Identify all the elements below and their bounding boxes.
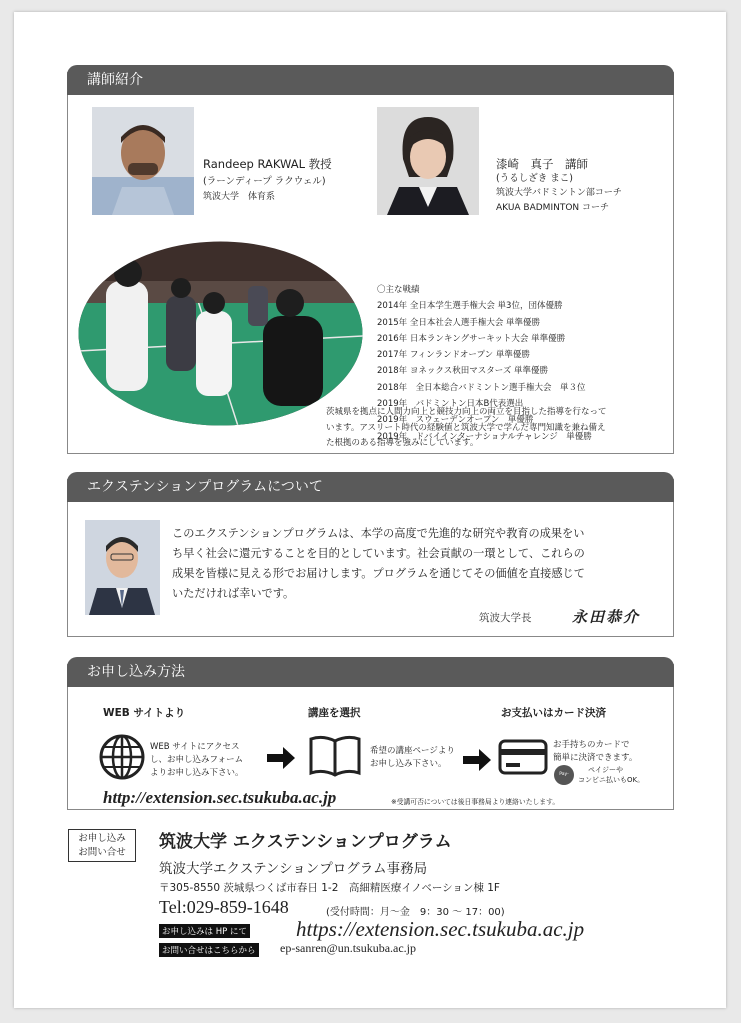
- career-item: 2018年 全日本総合バドミントン選手権大会 単３位: [377, 382, 586, 393]
- book-icon: [308, 735, 362, 781]
- payeasy-text: [578, 765, 644, 785]
- description-line: た根拠のある指導を強みにしています。: [326, 438, 479, 448]
- inquiry-label: お問い合せはこちらから: [159, 943, 259, 957]
- signature-name: 永田恭介: [572, 610, 641, 626]
- instructors-header: 講師紹介: [67, 65, 674, 95]
- apply-url-link[interactable]: http://extension.sec.tsukuba.ac.jp: [103, 788, 337, 807]
- step3-text: [553, 739, 637, 765]
- step1-line: よりお申し込み下さい。: [150, 768, 244, 778]
- payeasy-line: コンビニ払いもOK。: [578, 776, 645, 784]
- apply-note: ※受講可否については後日事務局より連絡いたします。: [391, 798, 560, 806]
- apply-section: [67, 664, 674, 810]
- program-title: 筑波大学 エクステンションプログラム: [159, 832, 452, 852]
- address: 〒305-8550 茨城県つくば市春日 1-2 高細精医療イノベーション棟 1F: [159, 882, 500, 894]
- phone-number: Tel:029-859-1648: [159, 897, 289, 917]
- career-item: 2019年 ドバイインターナショナルチャレンジ 単優勝: [377, 431, 592, 442]
- urushizaki-name: 漆崎 真子 講師: [496, 157, 588, 171]
- contact-url-link[interactable]: https://extension.sec.tsukuba.ac.jp: [296, 917, 585, 941]
- president-photo: [85, 520, 160, 615]
- step1-line: し、お申し込みフォーム: [150, 755, 244, 765]
- description-line: 茨城県を拠点に人間力向上と競技力向上の両立を目指した指導を行なって: [326, 407, 607, 417]
- badge-line: お申し込み: [78, 833, 126, 844]
- rakwal-name: Randeep RAKWAL 教授: [203, 157, 332, 171]
- career-item: 2016年 日本ランキングサーキット大会 単準優勝: [377, 333, 566, 344]
- payeasy-logo-icon: [554, 765, 574, 797]
- description-line: います。アスリート時代の経験値と筑波大学で学んだ専門知識を兼ね備え: [326, 422, 606, 433]
- urushizaki-photo: [377, 107, 479, 215]
- step3-title: お支払いはカード決済: [501, 707, 606, 719]
- signature-title: 筑波大学長: [479, 612, 532, 624]
- step1-title: WEB サイトより: [103, 707, 186, 719]
- step3-line: 簡単に決済できます。: [553, 753, 638, 763]
- rakwal-photo: [92, 107, 194, 215]
- career-item: 2019年 バドミントン日本B代表選出: [377, 399, 524, 410]
- career-item: 2017年 フィンランドオープン 単準優勝: [377, 350, 530, 361]
- email-link[interactable]: ep-sanren@un.tsukuba.ac.jp: [280, 941, 417, 955]
- badminton-practice-photo: [78, 241, 363, 426]
- arrow-right-icon: [267, 747, 295, 773]
- about-line: このエクステンションプログラムは、本学の高度で先進的な研究や教育の成果をい: [172, 527, 585, 540]
- career-title: 〇主な戦績: [377, 285, 420, 295]
- career-item: 2015年 全日本社会人選手権大会 単準優勝: [377, 317, 541, 328]
- step2-line: お申し込み下さい。: [370, 759, 447, 769]
- hp-label: お申し込みは HP にて: [159, 924, 250, 938]
- career-item: 2019年 スウェーデンオープン 単優勝: [377, 415, 534, 426]
- arrow-right-icon: [463, 749, 491, 775]
- about-header: エクステンションプログラムについて: [67, 472, 674, 502]
- office-hours: (受付時間：月～金 9：30 ～ 17：00): [326, 907, 505, 918]
- step3-line: お手持ちのカードで: [553, 740, 630, 750]
- rakwal-affiliation: 筑波大学 体育系: [203, 192, 276, 202]
- globe-icon: [98, 733, 146, 785]
- about-line: 成果を皆様に見える形でお届けします。プログラムを通じてその価値を直接感じて: [172, 567, 585, 580]
- credit-card-icon: [498, 739, 548, 779]
- about-line: ち早く社会に還元することを目的としています。社会貢献の一環として、これらの: [172, 547, 585, 560]
- urushizaki-role-2: AKUA BADMINTON コーチ: [496, 203, 610, 213]
- instructors-section: [67, 72, 674, 454]
- step2-title: 講座を選択: [308, 707, 361, 719]
- step1-line: WEB サイトにアクセス: [150, 742, 240, 752]
- payeasy-line: ペイジーや: [588, 766, 623, 774]
- career-item: 2018年 ヨネックス秋田マスターズ 単準優勝: [377, 366, 549, 377]
- payeasy-label: Pay-Easy: [558, 772, 570, 797]
- apply-header: お申し込み方法: [67, 657, 674, 687]
- about-text: [172, 524, 585, 604]
- urushizaki-role-1: 筑波大学バドミントン部コーチ: [496, 188, 622, 198]
- office-name: 筑波大学エクステンションプログラム事務局: [159, 861, 428, 877]
- step2-text: [370, 745, 455, 771]
- badge-line: お問い合せ: [78, 847, 126, 858]
- career-item: 2014年 全日本学生選手権大会 単3位，団体優勝: [377, 301, 563, 312]
- rakwal-kana: (ラーンディープ ラクウェル): [203, 176, 326, 187]
- step2-line: 希望の講座ページより: [370, 746, 455, 756]
- about-section: [67, 479, 674, 637]
- instructor-description: [326, 405, 607, 452]
- contact-badge: [68, 829, 136, 862]
- flyer-page: [14, 12, 726, 1008]
- step1-text: [150, 741, 244, 780]
- urushizaki-kana: (うるしざき まこ): [496, 173, 573, 184]
- about-line: いただければ幸いです。: [172, 587, 295, 600]
